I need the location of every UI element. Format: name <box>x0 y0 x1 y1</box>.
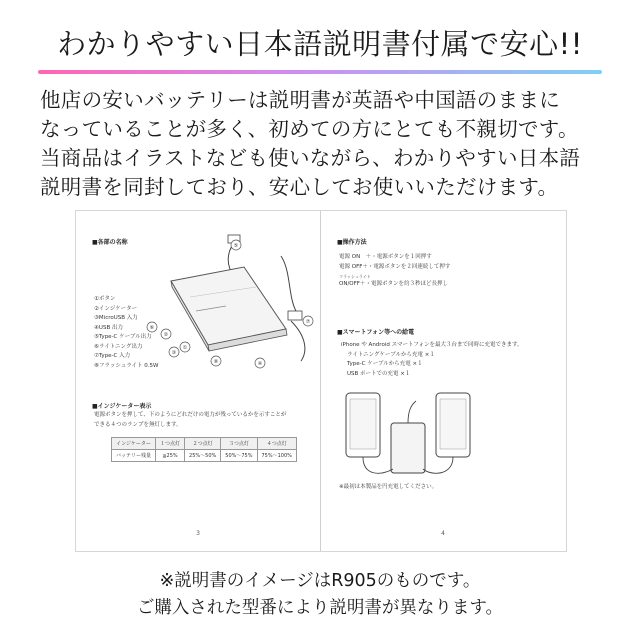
intro-line: 説明書を同封しており、安心してお使いいただけます。 <box>40 175 559 199</box>
manual-left-page <box>76 211 320 551</box>
part-name: ①ボタン <box>94 296 116 302</box>
flash-operation: ON/OFF＋・電源ボタンを約３秒ほど長押し <box>339 281 448 287</box>
callout-number: ① <box>182 345 188 351</box>
callout-number: ② <box>163 332 169 338</box>
manual-spread-image <box>75 210 567 552</box>
headline: わかりやすい日本語説明書付属で安心!! <box>57 27 583 61</box>
indicator-section-title: ■インジケーター表示 <box>92 403 152 410</box>
callout-number: ⑥ <box>149 325 155 331</box>
callout-number: ⑤ <box>233 243 239 249</box>
part-name: ④USB 出力 <box>94 324 123 331</box>
part-name: ⑦Type-C 入力 <box>94 353 131 359</box>
callout-number: ④ <box>257 361 263 367</box>
callout-number: ③ <box>171 350 177 356</box>
charging-illustration <box>321 381 565 491</box>
indicator-table <box>111 437 297 462</box>
part-name: ⑤Type-C ケーブル出力 <box>94 334 152 340</box>
callout-number: ⑦ <box>305 319 311 325</box>
parts-section-title: ■各部の名称 <box>92 239 128 246</box>
table-header-row: インジケーター １つ点灯 ２つ点灯 ３つ点灯 ４つ点灯 <box>112 438 297 450</box>
intro-line: なっていることが多く、初めての方にとても不親切です。 <box>40 117 579 141</box>
operation-section-title: ■操作方法 <box>337 239 367 246</box>
table-row: バッテリー残量 ≦25% 25%〜50% 50%〜75% 75%〜100% <box>112 450 297 462</box>
flash-ruby: フラッシュライト <box>339 274 371 279</box>
manual-right-page <box>321 211 565 551</box>
charge-footnote: ※最初は本製品を円充電してください。 <box>339 484 438 490</box>
power-bank-illustration <box>76 211 320 411</box>
model-note: ※説明書のイメージはR905のものです。 <box>159 571 481 591</box>
part-name: ③MicroUSB 入力 <box>94 315 138 321</box>
operation-list: 電源 ON ＋・電源ボタンを１回押す 電源 OFF＋・電源ボタンを２回連続して押す <box>339 254 451 270</box>
page-number: 4 <box>441 530 445 537</box>
model-note: ご購入された型番により説明書が異なります。 <box>136 598 504 618</box>
intro-line: 他店の安いバッテリーは説明書が英語や中国語のままに <box>40 88 560 112</box>
part-name: ⑧フラッシュライト 0.5W <box>94 362 159 369</box>
charge-description: iPhone や Android スマートフォンを最大３台まで同時に充電できます。 ライトニングケーブルから充電 ×１ Type-C ケーブルから充電 ×１ USB ポートでの充電 ×１ <box>341 342 523 377</box>
intro-paragraph <box>40 86 605 202</box>
callout-number: ⑧ <box>213 359 219 365</box>
intro-line: 当商品はイラストなども使いながら、わかりやすい日本語 <box>40 146 581 170</box>
gradient-divider <box>38 70 602 74</box>
page-number: 3 <box>196 530 200 537</box>
part-name: ②インジケーター <box>94 305 138 312</box>
indicator-description: 電源ボタンを押して、下のようにどれだけの電力が残っているかを示すことが できる４つのランプを無灯します。 <box>94 412 287 428</box>
charge-section-title: ■スマートフォン等への給電 <box>337 329 415 336</box>
part-name: ⑥ライトニング出力 <box>94 343 143 350</box>
